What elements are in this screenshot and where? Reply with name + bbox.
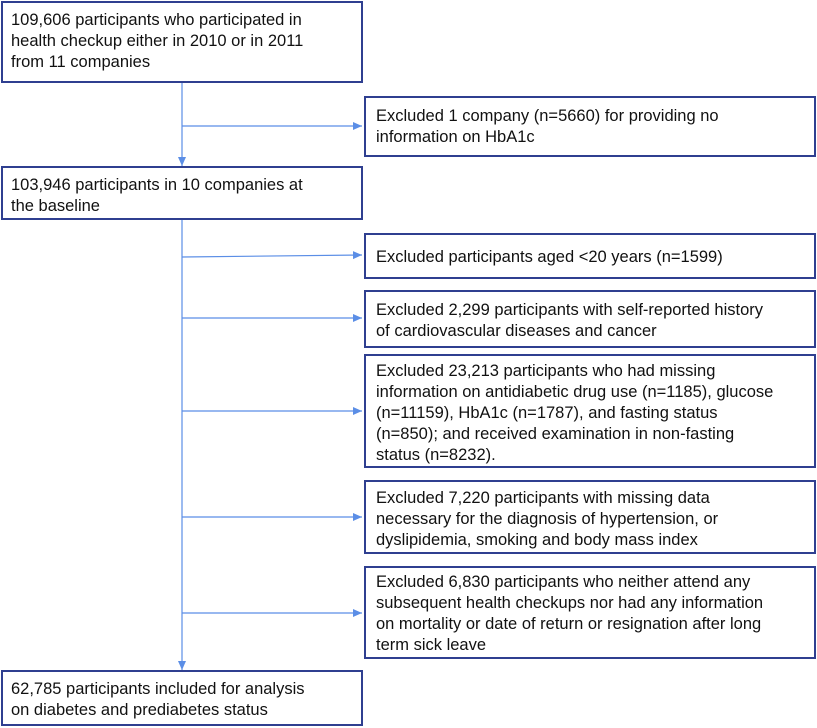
exclusion-company-box: Excluded 1 company (n=5660) for providing no information on HbA1c — [364, 96, 816, 157]
start-box: 109,606 participants who participated in health checkup either in 2010 or in 2011 from 11 companies — [1, 1, 363, 83]
final-box: 62,785 participants included for analysis on diabetes and prediabetes status — [1, 670, 363, 726]
exclusion-missing-info-box: Excluded 23,213 participants who had missing information on antidiabetic drug use (n=1185), glucose (n=11159), HbA1c (n=1787), and fasting status (n=850); and received examination in non-fasting status (n=8232). — [364, 354, 816, 468]
branch-arrow-age — [182, 255, 362, 257]
exclusion-history-box: Excluded 2,299 participants with self-reported history of cardiovascular diseases and cancer — [364, 290, 816, 348]
exclusion-followup-box: Excluded 6,830 participants who neither attend any subsequent health checkups nor had any information on mortality or date of return or resignation after long term sick leave — [364, 566, 816, 659]
exclusion-missing-data-box: Excluded 7,220 participants with missing data necessary for the diagnosis of hypertension, or dyslipidemia, smoking and body mass index — [364, 480, 816, 554]
baseline-box: 103,946 participants in 10 companies at the baseline — [1, 166, 363, 220]
exclusion-age-box: Excluded participants aged <20 years (n=1599) — [364, 233, 816, 279]
